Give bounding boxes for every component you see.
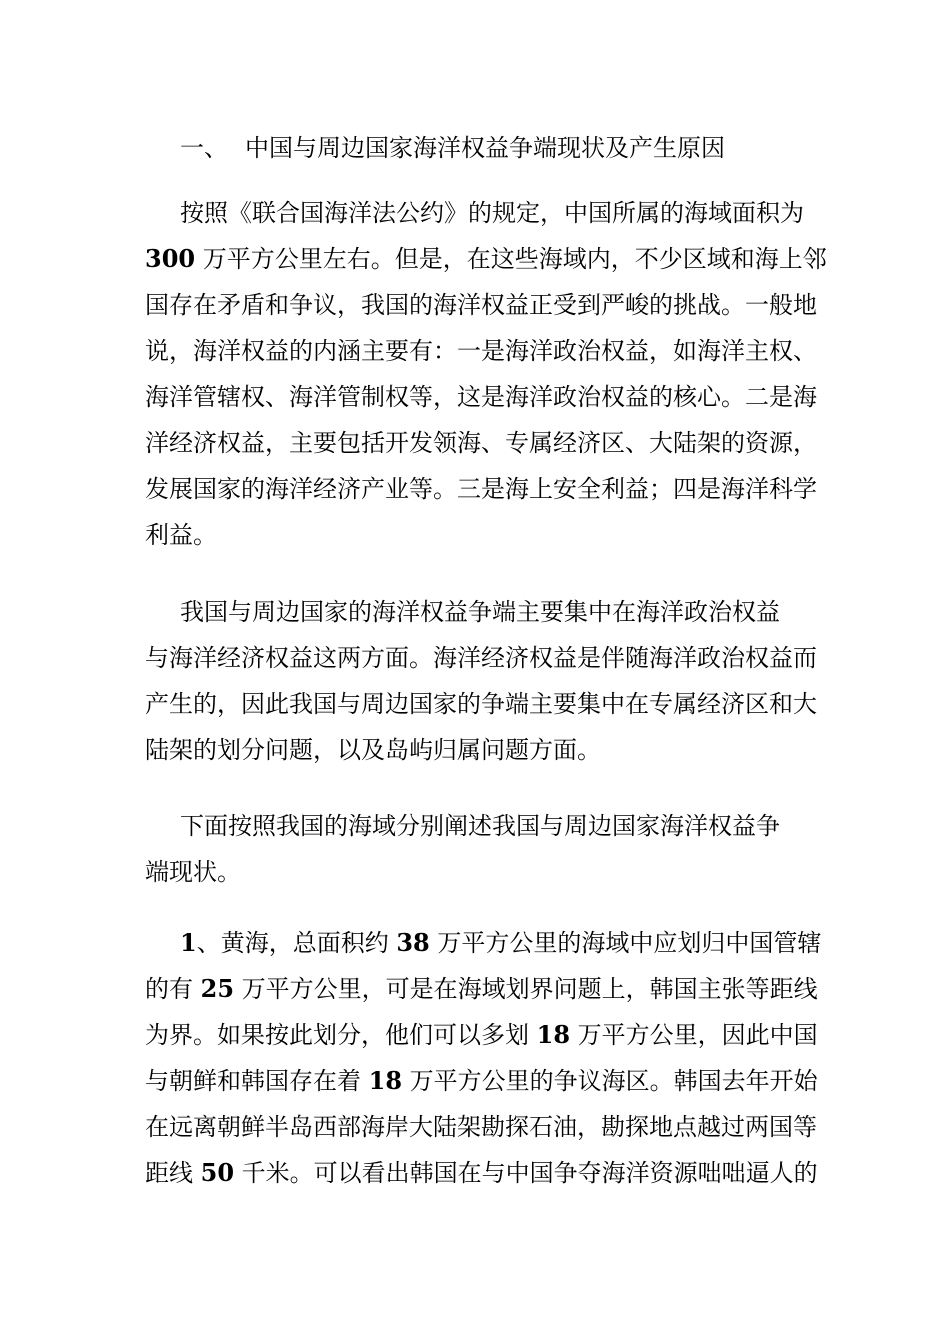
paragraph-line: 发展国家的海洋经济产业等。三是海上安全利益；四是海洋科学 — [145, 475, 817, 503]
paragraph-line: 海洋管辖权、海洋管制权等，这是海洋政治权益的核心。二是海 — [145, 383, 817, 411]
paragraph-line: 300 万平方公里左右。但是，在这些海域内，不少区域和海上邻 — [145, 244, 827, 273]
paragraph-line: 国存在矛盾和争议，我国的海洋权益正受到严峻的挑战。一般地 — [145, 291, 817, 319]
paragraph-line: 说，海洋权益的内涵主要有：一是海洋政治权益，如海洋主权、 — [145, 337, 817, 365]
paragraph-line: 与海洋经济权益这两方面。海洋经济权益是伴随海洋政治权益而 — [145, 644, 817, 672]
paragraph-line: 陆架的划分问题，以及岛屿归属问题方面。 — [145, 736, 601, 764]
paragraph-line: 为界。如果按此划分，他们可以多划 18 万平方公里，因此中国 — [145, 1020, 818, 1049]
paragraph-line: 洋经济权益，主要包括开发领海、专属经济区、大陆架的资源， — [145, 429, 817, 457]
paragraph-line: 的有 25 万平方公里，可是在海域划界问题上，韩国主张等距线 — [145, 974, 818, 1003]
paragraph-line: 1、黄海，总面积约 38 万平方公里的海域中应划归中国管辖 — [180, 928, 822, 957]
paragraph-line: 在远离朝鲜半岛西部海岸大陆架勘探石油，勘探地点越过两国等 — [145, 1113, 817, 1141]
paragraph-line: 产生的，因此我国与周边国家的争端主要集中在专属经济区和大 — [145, 690, 817, 718]
paragraph-line: 利益。 — [145, 521, 217, 549]
paragraph-line: 距线 50 千米。可以看出韩国在与中国争夺海洋资源咄咄逼人的 — [145, 1158, 818, 1187]
paragraph-line: 端现状。 — [145, 858, 241, 886]
paragraph-line: 下面按照我国的海域分别阐述我国与周边国家海洋权益争 — [180, 812, 780, 840]
section-title: 中国与周边国家海洋权益争端现状及产生原因 — [245, 134, 725, 162]
paragraph-line: 我国与周边国家的海洋权益争端主要集中在海洋政治权益 — [180, 598, 780, 626]
paragraph-line: 按照《联合国海洋法公约》的规定，中国所属的海域面积为 — [180, 199, 804, 227]
paragraph-line: 与朝鲜和韩国存在着 18 万平方公里的争议海区。韩国去年开始 — [145, 1066, 818, 1095]
section-number: 一、 — [180, 134, 228, 162]
